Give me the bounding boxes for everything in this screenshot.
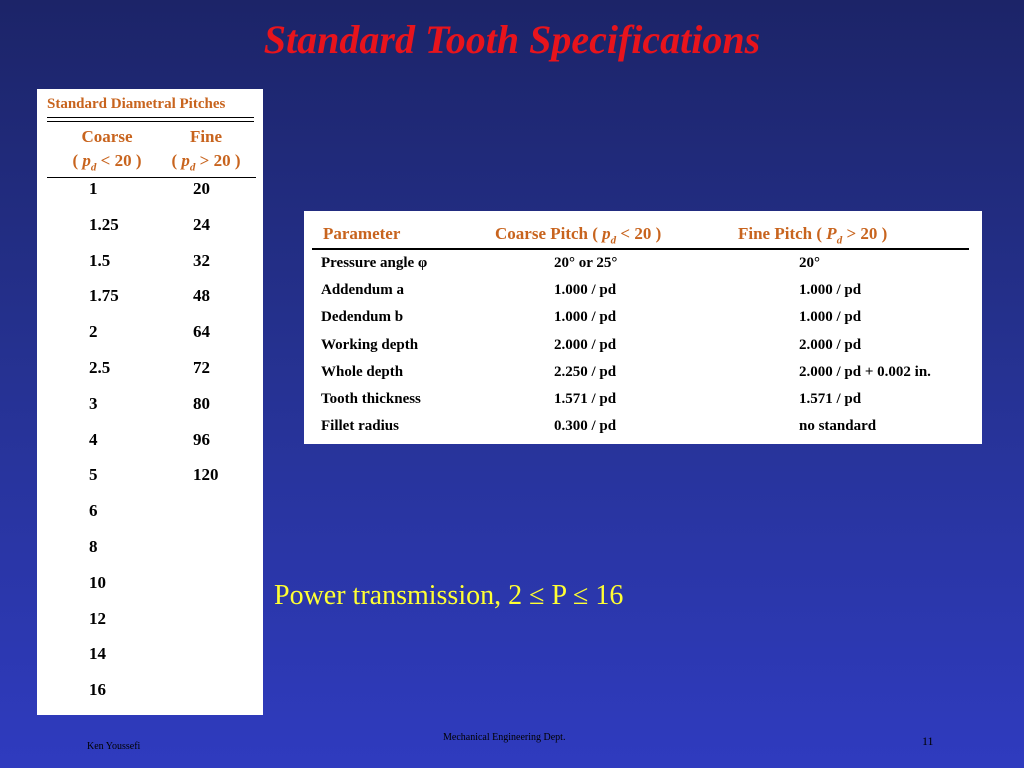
fine-pitch-value: 24 — [193, 214, 210, 234]
fine-pitch-value: 20 — [193, 179, 210, 198]
pitch-table-header-rule — [47, 177, 256, 178]
coarse-pitch-cell: 2.250 / pd — [554, 363, 617, 380]
pitch-table-row — [37, 358, 263, 394]
parameter-cell: Pressure angle φ — [321, 255, 428, 271]
fine-pitch-cell: 2.000 / pd + 0.002 in. — [799, 363, 931, 380]
pitch-table-row — [37, 322, 263, 358]
fine-pitch-value: 64 — [193, 322, 210, 342]
coarse-pitch-value: 14 — [89, 644, 106, 664]
coarse-pitch-value: 4 — [89, 429, 98, 449]
pitch-table-body — [37, 179, 263, 716]
fine-pitch-cell: 2.000 / pd — [799, 336, 862, 353]
coarse-condition: ( $p_d < 20$ ) — [72, 151, 142, 174]
coarse-pitch-value: 1 — [89, 179, 98, 198]
pitch-table-row — [37, 286, 263, 322]
parameter-cell: Working depth — [321, 336, 419, 353]
spec-table-header-rule — [312, 248, 969, 250]
spec-table-row — [304, 280, 982, 307]
pitch-table-row — [37, 680, 263, 716]
coarse-pitch-value: 8 — [89, 536, 98, 556]
parameter-header: Parameter — [323, 224, 401, 243]
coarse-pitch-header: Coarse Pitch ( $p_d < 20$ ) — [495, 224, 662, 247]
coarse-pitch-value: 1.5 — [89, 250, 111, 270]
coarse-pitch-value: 10 — [89, 572, 106, 592]
fine-pitch-value: 72 — [193, 357, 210, 377]
pitch-table-top-rule — [47, 117, 254, 122]
pitch-table-row — [37, 179, 263, 215]
spec-table-row — [304, 307, 982, 334]
fine-pitch-value: 32 — [193, 250, 210, 270]
coarse-pitch-cell: 0.300 / pd — [554, 418, 617, 435]
fine-pitch-cell: 20° — [799, 255, 820, 271]
coarse-column-header — [65, 125, 149, 179]
parameter-cell: Whole depth — [321, 363, 404, 380]
coarse-pitch-cell: 20° or 25° — [554, 255, 618, 271]
coarse-pitch-value: 5 — [89, 465, 98, 485]
footer-department: Mechanical Engineering Dept. — [443, 732, 566, 743]
pitch-table-row — [37, 537, 263, 573]
footer-author: Ken Youssefi — [87, 741, 141, 752]
slide-number: 11 — [922, 734, 934, 748]
pitch-table-row — [37, 430, 263, 466]
fine-pitch-value: 48 — [193, 286, 210, 306]
fine-label: Fine — [189, 127, 223, 146]
fine-pitch-value: 80 — [193, 393, 210, 413]
pitch-table-row — [37, 501, 263, 537]
coarse-pitch-value: 12 — [89, 608, 106, 628]
pitch-table-row — [37, 394, 263, 430]
coarse-label: Coarse — [81, 127, 133, 146]
fine-pitch-cell: no standard — [799, 418, 877, 435]
fine-pitch-cell: 1.571 / pd — [799, 390, 862, 407]
pitch-table-title: Standard Diametral Pitches — [47, 96, 226, 112]
fine-column-header — [159, 125, 253, 179]
coarse-pitch-value: 6 — [89, 501, 98, 521]
pitch-table-row — [37, 573, 263, 609]
coarse-pitch-value: 1.75 — [89, 286, 119, 306]
power-transmission-note: Power transmission, 2 ≤ P ≤ 16 — [274, 580, 624, 611]
diametral-pitches-table — [37, 89, 263, 715]
coarse-pitch-value: 1.25 — [89, 214, 119, 234]
coarse-pitch-cell: 1.000 / pd — [554, 309, 617, 326]
coarse-pitch-value: 3 — [89, 393, 98, 413]
coarse-pitch-value: 2.5 — [89, 357, 111, 377]
pitch-table-row — [37, 644, 263, 680]
fine-pitch-value: 96 — [193, 429, 210, 449]
spec-table-row — [304, 362, 982, 389]
coarse-pitch-cell: 2.000 / pd — [554, 336, 617, 353]
coarse-pitch-value: 16 — [89, 680, 106, 700]
fine-pitch-cell: 1.000 / pd — [799, 282, 862, 299]
spec-table-row — [304, 253, 982, 280]
pitch-table-row — [37, 465, 263, 501]
spec-table-body — [304, 253, 982, 443]
parameter-cell: Addendum a — [321, 282, 404, 299]
coarse-pitch-cell: 1.571 / pd — [554, 390, 617, 407]
parameter-cell: Tooth thickness — [321, 390, 421, 407]
spec-table-row — [304, 389, 982, 416]
pitch-table-row — [37, 251, 263, 287]
spec-table-row — [304, 416, 982, 443]
pitch-table-row — [37, 609, 263, 645]
slide-title: Standard Tooth Specifications — [263, 17, 761, 62]
fine-pitch-value: 120 — [193, 465, 219, 485]
spec-table-row — [304, 335, 982, 362]
fine-condition: ( $p_d > 20$ ) — [171, 151, 241, 174]
coarse-pitch-value: 2 — [89, 322, 98, 342]
coarse-pitch-cell: 1.000 / pd — [554, 282, 617, 299]
parameter-cell: Dedendum b — [321, 309, 404, 326]
fine-pitch-cell: 1.000 / pd — [799, 309, 862, 326]
tooth-spec-table — [304, 211, 982, 444]
pitch-table-row — [37, 215, 263, 251]
parameter-cell: Fillet radius — [321, 418, 399, 435]
fine-pitch-header: Fine Pitch ( $P_d > 20$ ) — [738, 224, 888, 247]
